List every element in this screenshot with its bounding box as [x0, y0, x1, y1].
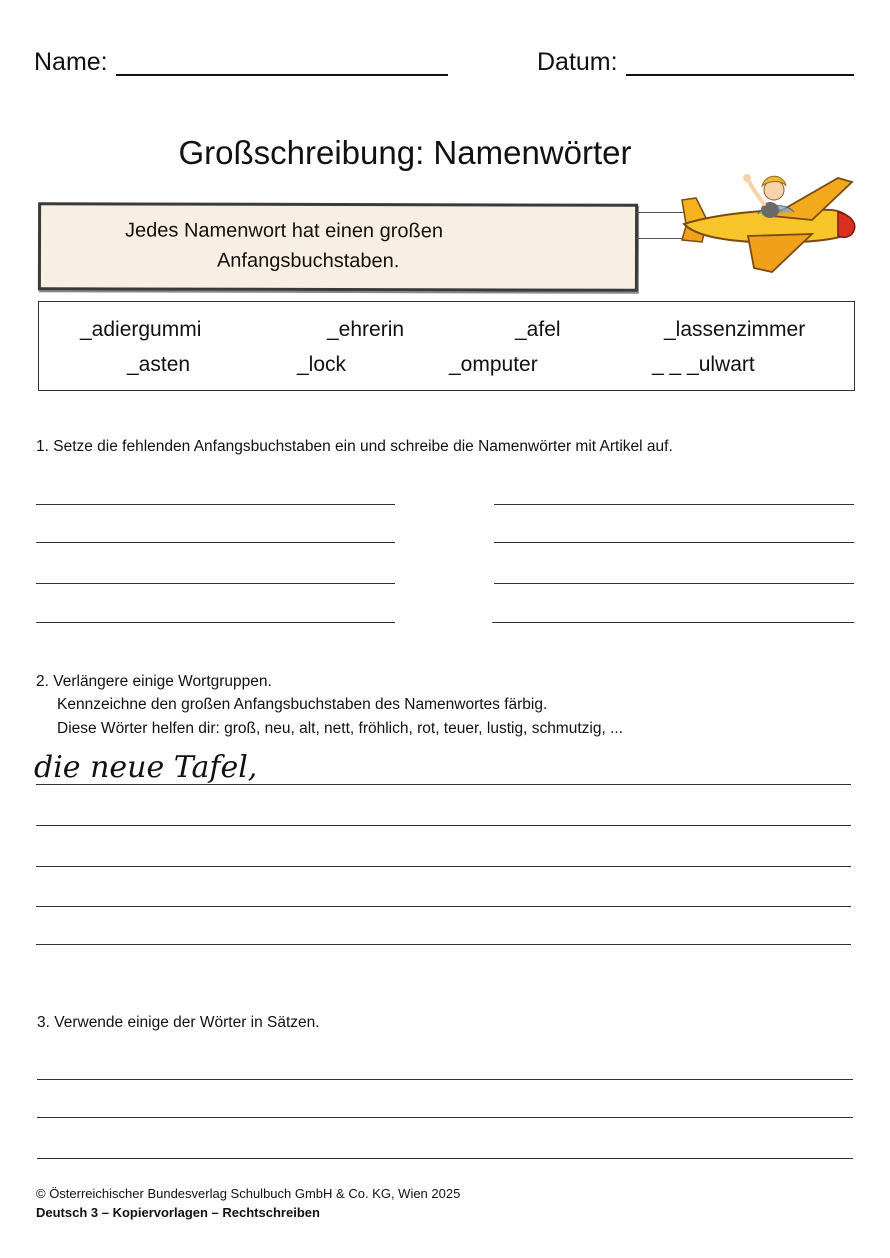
word-item: _lassenzimmer — [664, 318, 806, 341]
word-item: _ _ _ulwart — [652, 353, 755, 376]
rule-banner — [38, 202, 638, 292]
writing-line[interactable] — [36, 784, 851, 785]
writing-line[interactable] — [36, 504, 395, 505]
page-title: Großschreibung: Namenwörter — [178, 134, 632, 171]
writing-line[interactable] — [37, 1158, 853, 1159]
writing-line[interactable] — [37, 1079, 853, 1080]
writing-line[interactable] — [36, 866, 851, 867]
date-field[interactable] — [626, 74, 854, 76]
writing-line[interactable] — [36, 906, 851, 907]
writing-line[interactable] — [494, 504, 854, 505]
word-item: _adiergummi — [80, 318, 202, 341]
handwritten-example: die neue Tafel, — [34, 750, 258, 785]
date-label: Datum: — [537, 48, 618, 76]
word-box — [38, 301, 855, 391]
writing-line[interactable] — [494, 583, 854, 584]
name-field[interactable] — [116, 74, 448, 76]
writing-line[interactable] — [36, 825, 851, 826]
writing-line[interactable] — [494, 542, 854, 543]
airplane-illustration — [662, 160, 858, 278]
writing-line[interactable] — [36, 583, 395, 584]
word-item: _ehrerin — [327, 318, 405, 341]
footer-copyright: © Österreichischer Bundesverlag Schulbuch GmbH & Co. KG, Wien 2025 — [36, 1186, 461, 1201]
writing-line[interactable] — [37, 1117, 853, 1118]
word-item: _omputer — [449, 353, 538, 376]
name-label: Name: — [34, 48, 108, 76]
task-2-word-list: Diese Wörter helfen dir: groß, neu, alt, nett, fröhlich, rot, teuer, lustig, schmutzig, ... — [57, 720, 623, 737]
task-1-instruction: 1. Setze die fehlenden Anfangsbuchstaben ein und schreibe die Namenwörter mit Artikel auf. — [36, 438, 673, 455]
footer-series: Deutsch 3 – Kopiervorlagen – Rechtschreiben — [36, 1205, 320, 1220]
word-item: _lock — [297, 353, 347, 376]
word-item: _afel — [515, 318, 561, 341]
writing-line[interactable] — [492, 622, 854, 623]
task-2-instruction: 2. Verlängere einige Wortgruppen. — [36, 673, 272, 690]
writing-line[interactable] — [36, 944, 851, 945]
rule-text-line-2: Anfangsbuchstaben. — [216, 249, 400, 273]
task-3-instruction: 3. Verwende einige der Wörter in Sätzen. — [37, 1014, 320, 1031]
writing-line[interactable] — [36, 622, 395, 623]
rule-text-line-1: Jedes Namenwort hat einen großen — [125, 219, 444, 243]
word-item: _asten — [127, 353, 191, 376]
writing-line[interactable] — [36, 542, 395, 543]
task-2-hint: Kennzeichne den großen Anfangsbuchstaben des Namenwortes färbig. — [57, 696, 548, 713]
